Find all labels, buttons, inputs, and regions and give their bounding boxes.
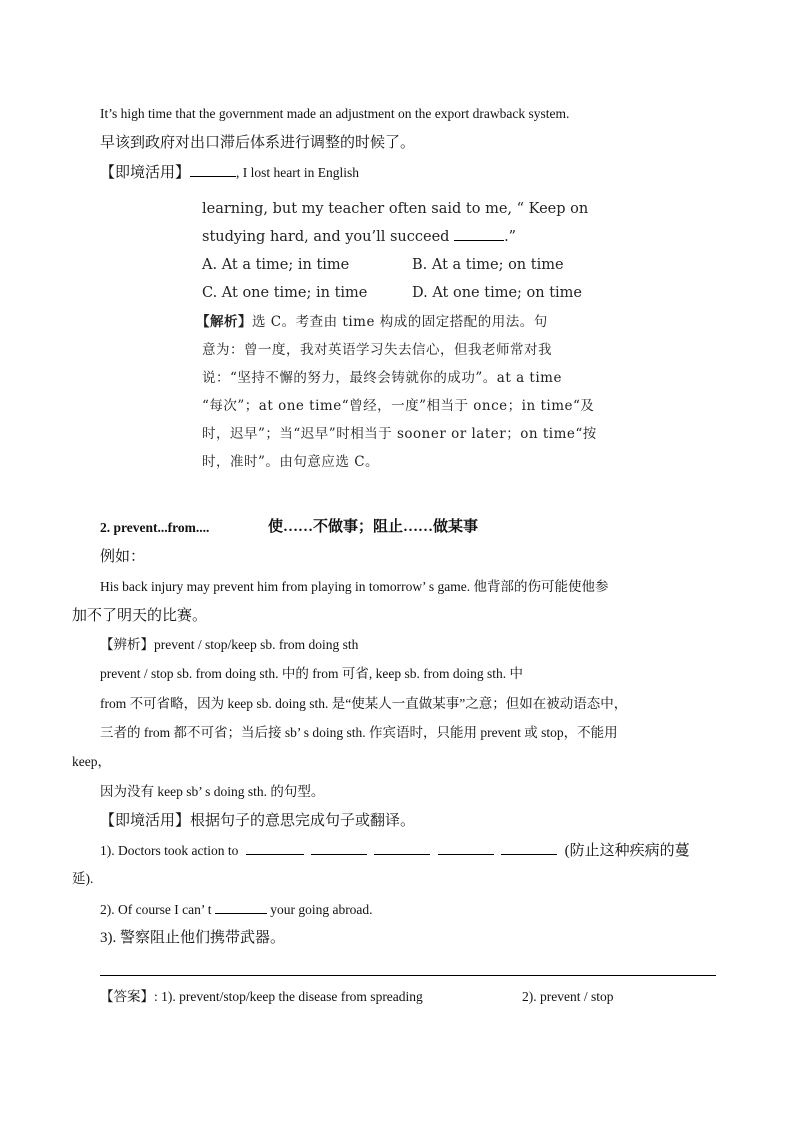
example-sentence-en: It’s high time that the government made an adjustment on the export drawback system. — [100, 106, 570, 121]
example-sentence-cn: 早该到政府对出口滞后体系进行调整的时候了。 — [100, 135, 416, 151]
analysis-label: 【解析】 — [196, 314, 252, 330]
scan-blank — [454, 226, 504, 241]
question-1-blank-4 — [438, 840, 494, 855]
explanation-line-5: 因为没有 keep sb’ s doing sth. 的句型。 — [100, 784, 325, 799]
example-sentence-2: His back injury may prevent him from playing in tomorrow’ s game. 他背部的伤可能使他参 — [100, 579, 609, 594]
answer-blank — [190, 162, 236, 177]
bianxi-line: 【辨析】prevent / stop/keep sb. from doing sth — [100, 637, 359, 652]
scan-line-1: learning, but my teacher often said to me, “ Keep on — [202, 201, 589, 217]
question-1-blank-5 — [501, 840, 557, 855]
question-1-blank-2 — [311, 840, 367, 855]
analysis-line-4: “每次”；at one time“曾经，一度”相当于 once；in time“及 — [202, 398, 595, 414]
analysis-line-3: 说：“坚持不懈的努力，最终会铸就你的成功”。at a time — [202, 370, 562, 386]
question-1-blank-1 — [246, 840, 304, 855]
question-2-blank — [215, 899, 267, 914]
question-1-blank-3 — [374, 840, 430, 855]
option-b: B. At a time; on time — [412, 257, 564, 273]
question-1 — [100, 840, 690, 861]
option-c: C. At one time; in time — [202, 285, 368, 301]
apply-rest: , I lost heart in English — [236, 165, 359, 180]
example-label: 例如： — [100, 549, 146, 565]
question-2-rest: your going abroad. — [270, 902, 373, 917]
question-1-hint: (防止这种疾病的蔓 — [564, 843, 690, 859]
option-a: A. At a time; in time — [202, 257, 350, 273]
scan-line-2-text: studying hard, and you’ll succeed — [202, 229, 455, 245]
example-sentence-2-cont: 加不了明天的比赛。 — [72, 608, 208, 624]
analysis-line-1 — [196, 311, 548, 333]
question-2 — [100, 899, 373, 920]
question-3: 3). 警察阻止他们携带武器。 — [100, 930, 285, 946]
analysis-line-6: 时，准时”。由句意应选 C。 — [202, 454, 380, 470]
question-2-text: 2). Of course I can’ t — [100, 902, 212, 917]
section-heading-cn: 使……不做事；阻止……做某事 — [268, 519, 479, 535]
apply-line — [100, 162, 359, 183]
scan-line-2 — [202, 226, 516, 248]
section-heading-en: 2. prevent...from.... — [100, 520, 210, 535]
answer-line-divider — [100, 975, 716, 976]
answer-line-2: 2). prevent / stop — [522, 989, 614, 1004]
option-d: D. At one time; on time — [412, 285, 582, 301]
explanation-line-1: prevent / stop sb. from doing sth. 中的 from 可省, keep sb. from doing sth. 中 — [100, 666, 523, 681]
explanation-line-2: from 不可省略，因为 keep sb. doing sth. 是“使某人一直做某事”之意；但如在被动语态中， — [100, 696, 628, 711]
analysis-line-5: 时，迟早”；当“迟早”时相当于 sooner or later；on time“按 — [202, 426, 597, 442]
apply-label: 【即境活用】 — [100, 165, 191, 181]
question-1-text: 1). Doctors took action to — [100, 843, 239, 858]
analysis-text-1: 选 C。考查由 time 构成的固定搭配的用法。句 — [252, 314, 548, 330]
scan-line-2-end: .” — [504, 229, 517, 245]
explanation-line-4: keep， — [72, 754, 111, 769]
answer-line: 【答案】: 1). prevent/stop/keep the disease from spreading — [100, 989, 423, 1004]
explanation-line-3: 三者的 from 都不可省；当后接 sb’ s doing sth. 作宾语时，只能用 prevent 或 stop，不能用 — [100, 725, 618, 740]
question-1-cont: 延). — [72, 871, 94, 886]
apply-heading-2: 【即境活用】根据句子的意思完成句子或翻译。 — [100, 813, 416, 829]
analysis-line-2: 意为：曾一度，我对英语学习失去信心，但我老师常对我 — [202, 342, 552, 358]
scanned-exercise-image — [196, 196, 632, 478]
